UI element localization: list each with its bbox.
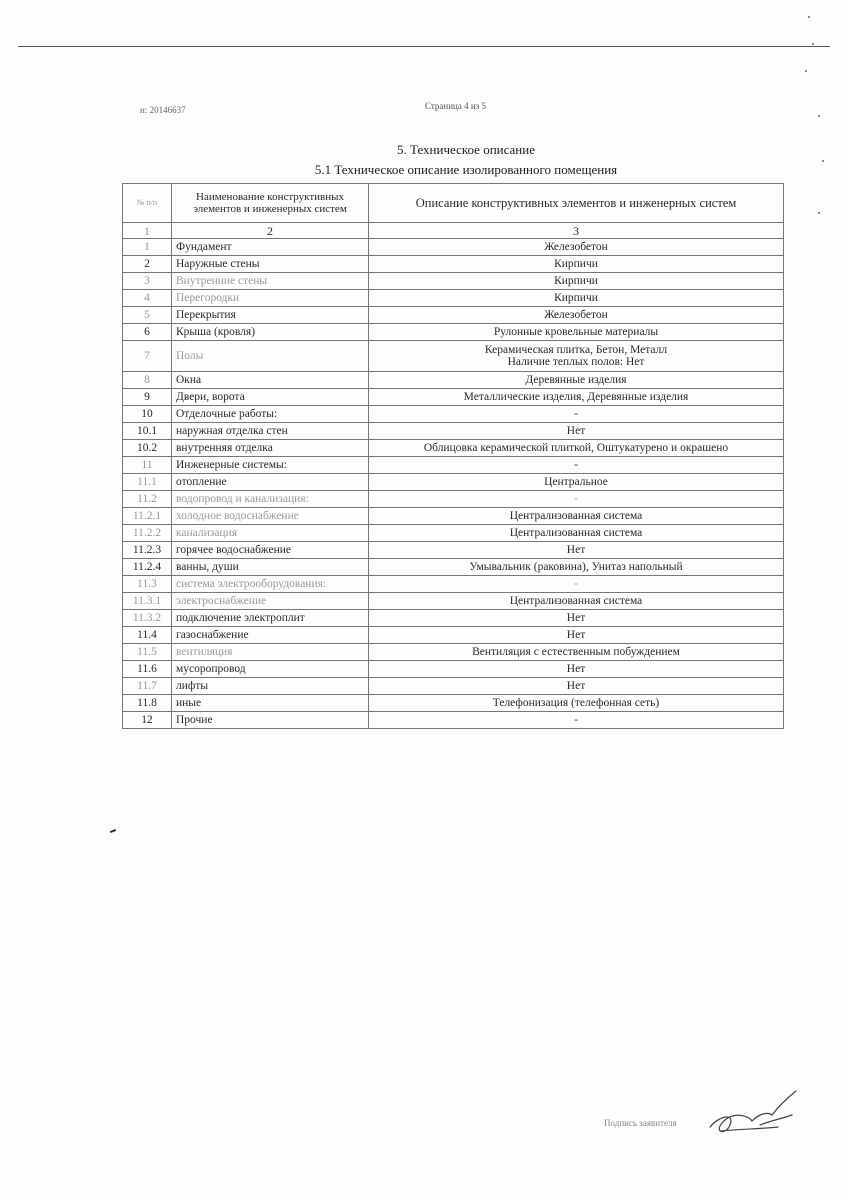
row-num: 11.2 — [123, 491, 172, 508]
row-num: 11.2.3 — [123, 542, 172, 559]
table-row — [123, 406, 784, 423]
row-desc: Центральное — [369, 474, 784, 491]
table-row — [123, 559, 784, 576]
row-desc: - — [369, 576, 784, 593]
row-num: 11 — [123, 457, 172, 474]
row-name: внутренняя отделка — [172, 440, 369, 457]
row-name: система электрооборудования: — [172, 576, 369, 593]
table-row — [123, 593, 784, 610]
row-num: 10.1 — [123, 423, 172, 440]
table-column-number-row — [123, 223, 784, 239]
row-num: 9 — [123, 389, 172, 406]
row-name: Прочие — [172, 712, 369, 729]
row-num: 11.6 — [123, 661, 172, 678]
row-num: 3 — [123, 273, 172, 290]
row-name: ванны, души — [172, 559, 369, 576]
row-desc: Кирпичи — [369, 273, 784, 290]
row-name: наружная отделка стен — [172, 423, 369, 440]
row-num: 10 — [123, 406, 172, 423]
row-num: 11.2.2 — [123, 525, 172, 542]
column-number: 3 — [369, 223, 784, 239]
row-num: 11.3.2 — [123, 610, 172, 627]
row-desc: Кирпичи — [369, 256, 784, 273]
subsection-title: 5.1 Техническое описание изолированного помещения — [314, 162, 618, 177]
table-row — [123, 389, 784, 406]
row-name: Крыша (кровля) — [172, 324, 369, 341]
row-num: 11.4 — [123, 627, 172, 644]
table-row — [123, 644, 784, 661]
row-name: Полы — [172, 341, 369, 372]
row-desc: Нет — [369, 627, 784, 644]
row-num: 4 — [123, 290, 172, 307]
signature-icon — [700, 1085, 810, 1145]
row-name: Отделочные работы: — [172, 406, 369, 423]
row-desc-line: Керамическая плитка, Бетон, Металл — [484, 344, 668, 356]
row-num: 8 — [123, 372, 172, 389]
row-desc: Нет — [369, 678, 784, 695]
row-desc: - — [369, 457, 784, 474]
table-row — [123, 372, 784, 389]
table-row — [123, 341, 784, 372]
table-row — [123, 273, 784, 290]
row-name: подключение электроплит — [172, 610, 369, 627]
row-name: Фундамент — [172, 239, 369, 256]
row-name: мусоропровод — [172, 661, 369, 678]
row-num: 2 — [123, 256, 172, 273]
row-name: холодное водоснабжение — [172, 508, 369, 525]
row-name: Перекрытия — [172, 307, 369, 324]
row-name: водопровод и канализация: — [172, 491, 369, 508]
row-desc: Нет — [369, 542, 784, 559]
table-row — [123, 576, 784, 593]
row-num: 11.1 — [123, 474, 172, 491]
row-desc: Облицовка керамической плиткой, Оштукатурено и окрашено — [369, 440, 784, 457]
row-name: канализация — [172, 525, 369, 542]
row-num: 6 — [123, 324, 172, 341]
table-row — [123, 678, 784, 695]
table-row — [123, 440, 784, 457]
column-header-desc: Описание конструктивных элементов и инженерных систем — [369, 184, 784, 223]
row-desc: Вентиляция с естественным побуждением — [369, 644, 784, 661]
table-row — [123, 256, 784, 273]
row-name: Перегородки — [172, 290, 369, 307]
scan-speck — [818, 115, 820, 117]
table-row — [123, 423, 784, 440]
column-header-num: № п/п — [123, 184, 172, 223]
table-row — [123, 542, 784, 559]
row-num: 11.5 — [123, 644, 172, 661]
row-num: 10.2 — [123, 440, 172, 457]
row-desc: Централизованная система — [369, 525, 784, 542]
table-row — [123, 661, 784, 678]
row-desc: Рулонные кровельные материалы — [369, 324, 784, 341]
row-num: 1 — [123, 239, 172, 256]
row-desc: - — [369, 406, 784, 423]
top-rule — [18, 46, 830, 47]
row-name: лифты — [172, 678, 369, 695]
row-desc: Железобетон — [369, 239, 784, 256]
row-desc: Кирпичи — [369, 290, 784, 307]
row-num: 12 — [123, 712, 172, 729]
scan-speck — [812, 43, 814, 45]
row-desc: Нет — [369, 661, 784, 678]
row-desc: Нет — [369, 610, 784, 627]
row-num: 11.3 — [123, 576, 172, 593]
row-name: электроснабжение — [172, 593, 369, 610]
row-num: 11.8 — [123, 695, 172, 712]
row-desc: - — [369, 491, 784, 508]
row-name: Наружные стены — [172, 256, 369, 273]
table-header-row — [123, 184, 784, 223]
table-row — [123, 457, 784, 474]
row-name: вентиляция — [172, 644, 369, 661]
table-row — [123, 474, 784, 491]
row-name: Инженерные системы: — [172, 457, 369, 474]
row-desc-line: Наличие теплых полов: Нет — [507, 356, 645, 368]
row-num: 11.2.1 — [123, 508, 172, 525]
row-name: горячее водоснабжение — [172, 542, 369, 559]
row-name: иные — [172, 695, 369, 712]
table-row — [123, 290, 784, 307]
row-name: Внутренние стены — [172, 273, 369, 290]
scan-speck — [805, 70, 807, 72]
table-row — [123, 610, 784, 627]
table-row — [123, 239, 784, 256]
column-number: 1 — [123, 223, 172, 239]
scan-mark — [110, 829, 116, 833]
row-num: 11.2.4 — [123, 559, 172, 576]
row-desc: - — [369, 712, 784, 729]
scan-speck — [808, 16, 810, 18]
row-name: Окна — [172, 372, 369, 389]
row-num: 11.3.1 — [123, 593, 172, 610]
section-title: 5. Техническое описание — [397, 142, 535, 157]
document-id: н: 20146637 — [140, 105, 186, 115]
table-row — [123, 695, 784, 712]
page-number: Страница 4 из 5 — [425, 101, 486, 111]
row-name: отопление — [172, 474, 369, 491]
row-desc: Железобетон — [369, 307, 784, 324]
technical-description-table — [122, 183, 784, 729]
column-number: 2 — [172, 223, 369, 239]
row-desc: Централизованная система — [369, 593, 784, 610]
scan-speck — [818, 212, 820, 214]
table-row — [123, 627, 784, 644]
row-desc: Деревянные изделия — [369, 372, 784, 389]
row-desc — [369, 341, 784, 372]
row-desc: Металлические изделия, Деревянные изделия — [369, 389, 784, 406]
column-header-name: Наименование конструктивных элементов и инженерных систем — [172, 184, 369, 223]
table-row — [123, 525, 784, 542]
row-name: газоснабжение — [172, 627, 369, 644]
row-num: 5 — [123, 307, 172, 324]
row-desc: Централизованная система — [369, 508, 784, 525]
table-row — [123, 307, 784, 324]
table-row — [123, 324, 784, 341]
signature-label: Подпись заявителя — [604, 1118, 677, 1128]
table-row — [123, 491, 784, 508]
table-row — [123, 712, 784, 729]
row-desc: Телефонизация (телефонная сеть) — [369, 695, 784, 712]
row-name: Двери, ворота — [172, 389, 369, 406]
table-row — [123, 508, 784, 525]
row-num: 11.7 — [123, 678, 172, 695]
row-num: 7 — [123, 341, 172, 372]
row-desc: Нет — [369, 423, 784, 440]
row-desc: Умывальник (раковина), Унитаз напольный — [369, 559, 784, 576]
